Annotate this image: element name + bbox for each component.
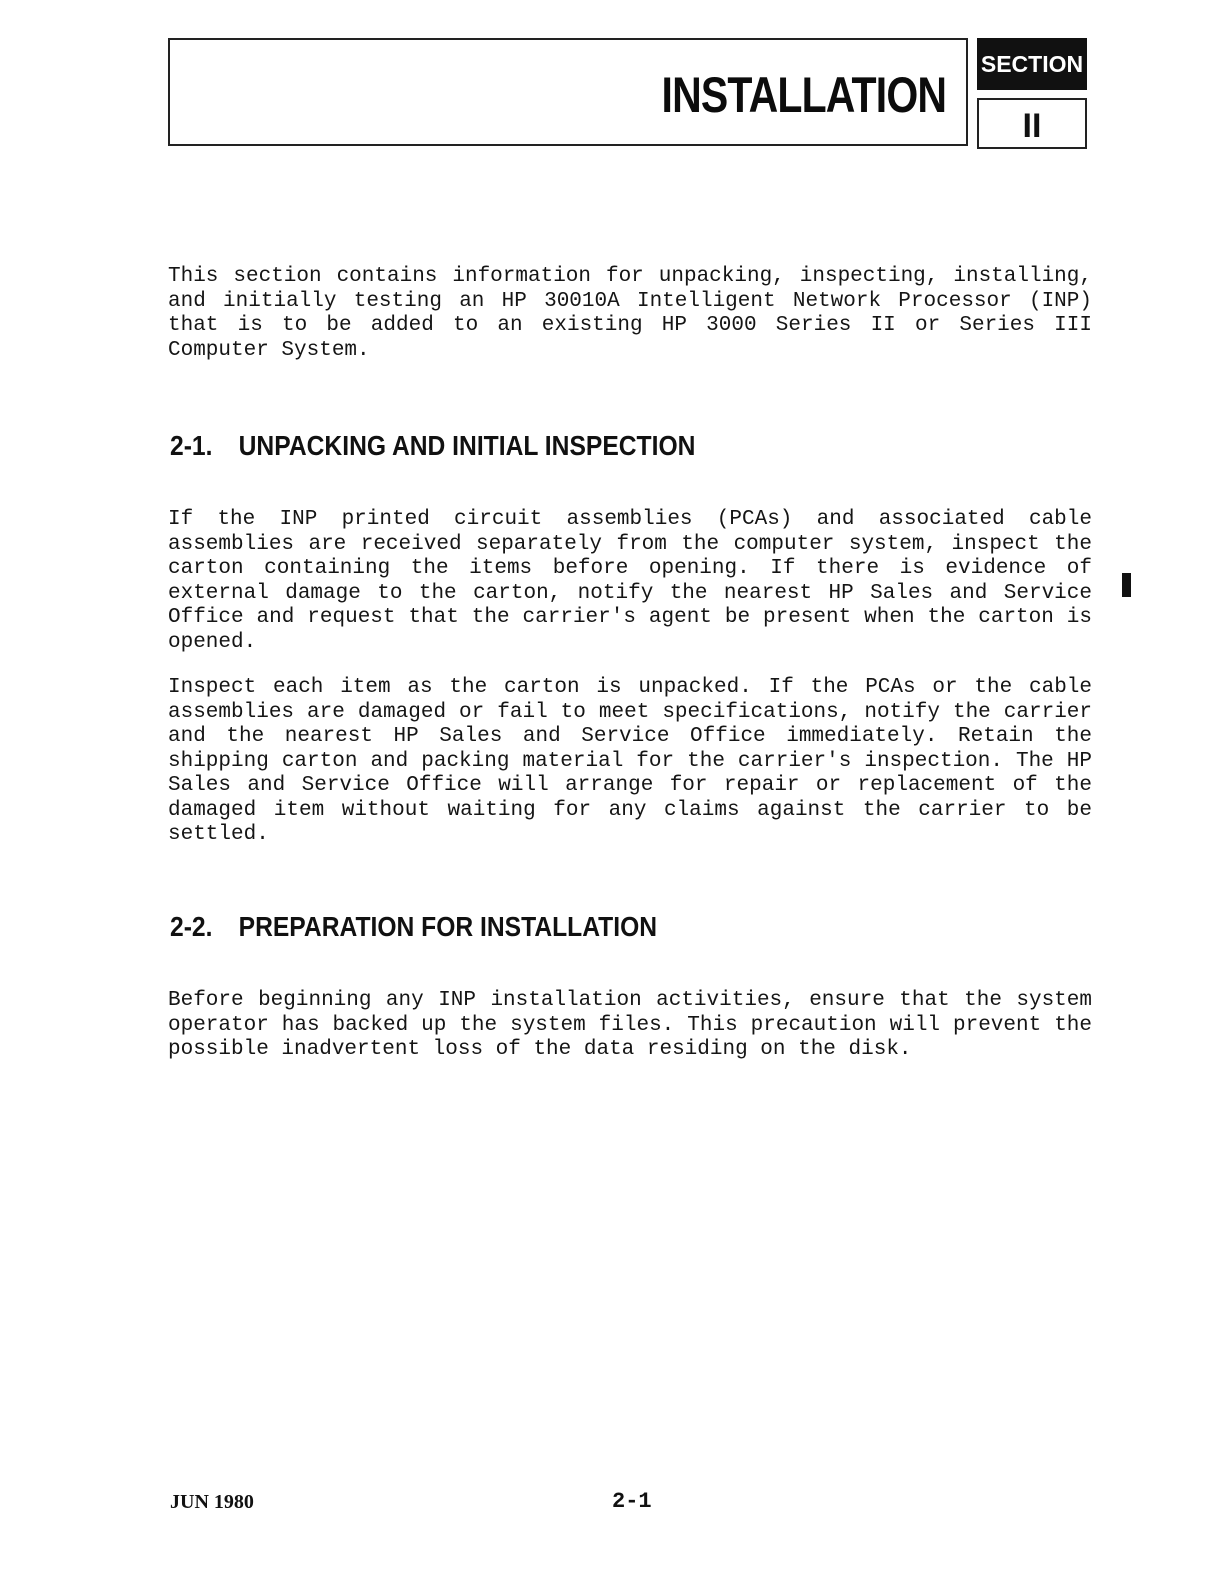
section-number-box: II xyxy=(977,98,1087,149)
paragraph-unpacking-1: If the INP printed circuit assemblies (PCAs) and associated cable assemblies are received separately from the computer system, inspect the carton containing the items before opening. If there is evidence of external damage to the carton, notify the nearest HP Sales and Service Office and request that the carrier's agent be present when the carton is opened. xyxy=(168,508,1092,654)
header-box xyxy=(168,38,968,146)
section-heading-2-2 xyxy=(170,913,657,941)
page-number: 2-1 xyxy=(612,1489,652,1514)
section-label-tab: SECTION xyxy=(977,38,1087,90)
section-title: PREPARATION FOR INSTALLATION xyxy=(238,911,658,942)
paragraph-unpacking-2: Inspect each item as the carton is unpacked. If the PCAs or the cable assemblies are damaged or fail to meet specifications, notify the carrier and the nearest HP Sales and Service Office immediately. Retain the shipping carton and packing material for the carrier's inspection. The HP Sales and Service Office will arrange for repair or replacement of the damaged item without waiting for any claims against the carrier to be settled. xyxy=(168,676,1092,846)
section-heading-2-1 xyxy=(170,432,695,460)
paragraph-preparation: Before beginning any INP installation activities, ensure that the system operator has backed up the system files. This precaution will prevent the possible inadvertent loss of the data residing on the disk. xyxy=(168,989,1092,1061)
section-number: 2-2. xyxy=(170,911,213,942)
chapter-title: INSTALLATION xyxy=(661,67,946,123)
change-bar xyxy=(1122,573,1131,597)
footer-date: JUN 1980 xyxy=(170,1491,254,1513)
section-number: 2-1. xyxy=(170,430,213,461)
section-title: UNPACKING AND INITIAL INSPECTION xyxy=(238,430,696,461)
intro-paragraph: This section contains information for unpacking, inspecting, installing, and initially testing an HP 30010A Intelligent Network Processor (INP) that is to be added to an existing HP 3000 Series II or Series III Computer System. xyxy=(168,265,1092,362)
